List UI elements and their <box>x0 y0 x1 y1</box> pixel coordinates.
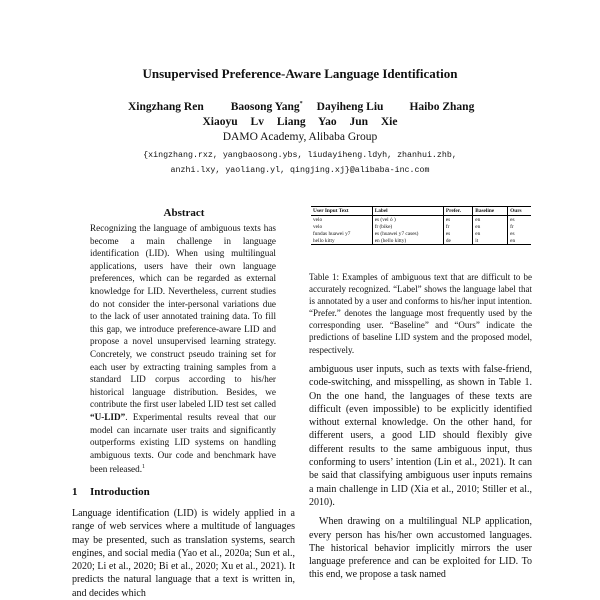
author-emails <box>0 148 600 178</box>
examples-table <box>311 206 531 245</box>
table-cell: en <box>508 237 531 245</box>
table-cell: it <box>473 237 508 245</box>
table-row <box>311 216 531 224</box>
table-cell: fundas huawei y7 <box>313 230 351 237</box>
table-header-row <box>311 207 531 216</box>
author-name: Xingzhang Ren <box>128 101 204 113</box>
corresponding-author-mark: * <box>299 101 303 108</box>
table-cell: fr <box>508 223 531 230</box>
table-cell: hello kitty <box>313 237 335 244</box>
table-row <box>311 237 531 245</box>
introduction-column-2 <box>309 363 532 582</box>
table-row <box>311 223 531 230</box>
section-heading-introduction <box>72 486 150 498</box>
table-cell: velo <box>313 216 323 223</box>
table-cell: es <box>508 216 531 224</box>
dataset-name: “U-LID” <box>90 411 126 422</box>
author-name: Haibo Zhang <box>409 101 475 113</box>
table-cell: es (huawei y7 cases) <box>372 230 443 237</box>
abstract-heading: Abstract <box>163 207 205 219</box>
author-name: Jun Xie <box>349 116 398 128</box>
abstract-part-2: . Experimental results reveal that our model can incarnate user traits and significantly outperforms existing LID systems on handling ambiguous texts. Our code and benchmark have been released. <box>90 411 276 475</box>
table-cell: es <box>508 230 531 237</box>
emails-line-1: {xingzhang.rxz, yangbaosong.ybs, liudayiheng.ldyh, zhanhui.zhb, <box>143 151 457 160</box>
table-row <box>311 230 531 237</box>
authors-line-2 <box>0 116 600 128</box>
table-cell: es <box>443 216 472 224</box>
author-name-text: Baosong Yang <box>230 101 300 113</box>
table-cell: fr <box>443 223 472 230</box>
table-header-cell: User Input Text <box>313 208 349 214</box>
table-cell: fr (bike) <box>372 223 443 230</box>
table-1 <box>311 206 531 245</box>
table-cell: de <box>443 237 472 245</box>
table-cell: en <box>473 216 508 224</box>
table-header-cell: Prefer. <box>443 207 472 216</box>
abstract-part-1: Recognizing the language of ambiguous texts has become a main challenge in language identification (LID). When using multilingual applications, users have their own language preferences, which can be regarded as external knowledge for LID. Nevertheless, current studies do not consider the inter-personal variations due to the lack of user annotated training data. To fill this gap, we introduce preference-aware LID and propose a novel unsupervised learning strategy. Concretely, we construct pseudo training set for each user by extracting training samples from a standard LID corpus according to his/her historical language distribution. Besides, we contribute the first user labeled LID test set called <box>90 223 276 410</box>
author-name: Dayiheng Liu <box>316 101 384 113</box>
paper-title: Unsupervised Preference-Aware Language Identification <box>142 66 458 81</box>
section-number: 1 <box>72 486 78 498</box>
abstract-text <box>90 222 276 476</box>
emails-line-2: anzhi.lxy, yaoliang.yl, qingjing.xj}@alibaba-inc.com <box>170 166 430 175</box>
table-cell: en <box>473 230 508 237</box>
intro-paragraph-3: When drawing on a multilingual NLP application, every person has his/her own accustomed languages. The historical behavior implicitly mirrors the user language preference and can be exploited for LID. To this end, we propose a task named <box>309 516 532 581</box>
table-cell: velo <box>313 223 323 230</box>
table-cell: en <box>473 223 508 230</box>
section-title: Introduction <box>90 486 150 498</box>
table-cell: es <box>443 230 472 237</box>
table-header-cell: Ours <box>508 207 531 216</box>
author-name: Xiaoyu Lv <box>202 116 264 128</box>
author-name: Liang Yao <box>276 116 337 128</box>
table-cell: en (hello kitty) <box>372 237 443 245</box>
table-caption: Table 1: Examples of ambiguous text that are difficult to be accurately recognized. “Label” shows the language label that is annotated by a user and conforms to his/her input intention. “Prefer.” denotes the language most frequently used by the corresponding user. “Baseline” and “Ours” indicate the predictions of baseline LID system and the proposed model, respectively. <box>309 272 532 355</box>
intro-paragraph-1: Language identification (LID) is widely applied in a range of web services where a multitude of languages may be presented, such as translation systems, search engines, and social media (Yao et al., 2020a; Sun et al., 2020; Li et al., 2020; Bi et al., 2020; Xu et al., 2021). It predicts the natural language that a text is written in, and decides which <box>72 508 295 599</box>
introduction-column-1 <box>72 507 295 600</box>
intro-paragraph-2: ambiguous user inputs, such as texts with false-friend, code-switching, and misspelling, as shown in Table 1. On the one hand, the languages of these texts are difficult (even impossible) to be explicitly identified without external knowledge. On the other hand, for different users, a good LID should flexibly give different results to the same ambiguous input, thus conforming to users’ intention (Lin et al., 2021). It can be said that classifying ambiguous user inputs remains a main challenge in LID (Xia et al., 2010; Stiller et al., 2010). <box>309 364 532 508</box>
table-cell: es (vel ó ) <box>372 216 443 224</box>
table-header-cell: Baseline <box>473 207 508 216</box>
footnote-mark: 1 <box>142 464 146 471</box>
table-header-cell: Label <box>372 207 443 216</box>
author-name <box>231 101 303 113</box>
authors-line-1 <box>128 101 478 113</box>
affiliation: DAMO Academy, Alibaba Group <box>222 131 378 143</box>
